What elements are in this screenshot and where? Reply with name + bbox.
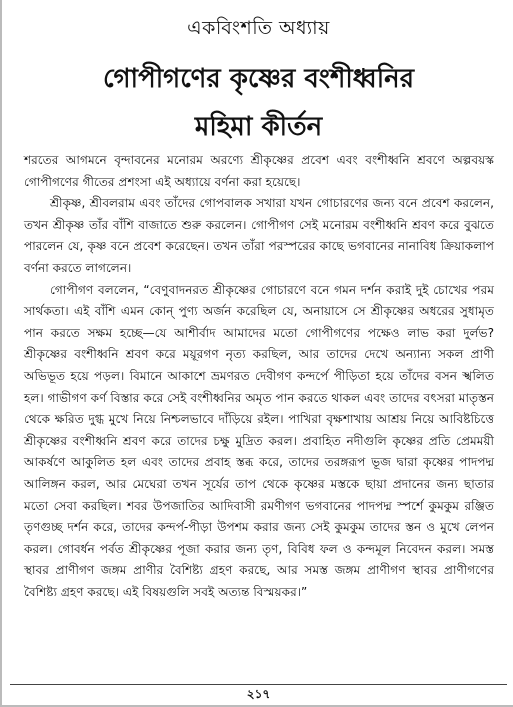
chapter-title-line-2: মহিমা কীর্তন bbox=[194, 112, 323, 142]
chapter-heading: একবিংশতি অধ্যায় bbox=[187, 17, 330, 39]
page-number: ২১৭ bbox=[246, 687, 271, 701]
footer-rule bbox=[10, 684, 507, 685]
chapter-title-line-1: গোপীগণের কৃষ্ণের বংশীধ্বনির bbox=[102, 64, 415, 94]
paragraph-1: শরতের আগমনে বৃন্দাবনের মনোরম অরণ্যে শ্রীকৃষ্ণের প্রবেশ এবং বংশীধ্বনি শ্রবণে অল্পবয়স্ক গোপীগণের গীতের প্রশংসা এই অধ্যায়ে বর্ণনা করা হয়েছে। bbox=[24, 153, 494, 189]
body-text bbox=[24, 150, 494, 603]
paragraph-3: গোপীগণ বললেন, “বেণুবাদনরত শ্রীকৃষ্ণের গোচারণে বনে গমন দর্শন করাই দুই চোখের পরম সার্থকতা। এই বাঁশি এমন কোন্ পুণ্য অর্জন করেছিল যে, অনায়াসে সে শ্রীকৃষ্ণের অধরের সুধামৃত পান করতে সক্ষম হচ্ছে—যে আশীর্বাদ আমাদের মতো গোপীগণের পক্ষেও লাভ করা দুর্লভ? শ্রীকৃষ্ণের বংশীধ্বনি শ্রবণ করে ময়ূরগণ নৃত্য করছিল, আর তাদের দেখে অন্যান্য সকল প্রাণী অভিভূত হয়ে পড়ল। বিমানে আকাশে ভ্রমণরত দেবীগণ কন্দর্পে পীড়িতা হয়ে তাঁদের বসন স্খলিত হল। গাভীগণ কর্ণ বিস্তার করে সেই বংশীধ্বনির অমৃত পান করতে থাকল এবং তাদের বৎসরা মাতৃস্তন থেকে ক্ষরিত দুগ্ধ মুখে নিয়ে নিশ্চলভাবে দাঁড়িয়ে রইল। পাখিরা বৃক্ষশাখায় আশ্রয় নিয়ে আবিষ্টচিত্তে শ্রীকৃষ্ণের বংশীধ্বনি শ্রবণ করে তাদের চক্ষু মুদ্রিত করল। প্রবাহিত নদীগুলি কৃষ্ণের প্রতি প্রেমময়ী আকর্ষণে আকুলিত হল এবং তাদের প্রবাহ স্তব্ধ করে, তাদের তরঙ্গরূপ ভূজ দ্বারা কৃষ্ণের পাদপদ্ম আলিঙ্গন করল, আর মেঘেরা তখন সূর্যের তাপ থেকে কৃষ্ণের মস্তকে ছায়া প্রদানের জন্য ছাতার মতো সেবা করছিল। শবর উপজাতির আদিবাসী রমণীগণ ভগবানের পাদপদ্ম স্পর্শে কুমকুম রঞ্জিত তৃণগুচ্ছ দর্শন করে, তাদের কন্দর্প-পীড়া উপশম করার জন্য সেই কুমকুম তাদের স্তন ও মুখে লেপন করল। গোবর্ধন পর্বত শ্রীকৃষ্ণের পূজা করার জন্য তৃণ, বিবিধ ফল ও কন্দমূল নিবেদন করল। সমস্ত স্থাবর প্রাণীগণ জঙ্গম প্রাণীর বৈশিষ্ট্য গ্রহণ করছে, আর সমস্ত জঙ্গম প্রাণীগণ স্থাবর প্রাণীগণের বৈশিষ্ট্য গ্রহণ করছে। এই বিষয়গুলি সবই অত্যন্ত বিস্ময়কর।” bbox=[24, 282, 494, 599]
paragraph-2: শ্রীকৃষ্ণ, শ্রীবলরাম এবং তাঁদের গোপবালক সখারা যখন গোচারণের জন্য বনে প্রবেশ করলেন, তখন শ্রীকৃষ্ণ তাঁর বাঁশি বাজাতে শুরু করলেন। গোপীগণ সেই মনোরম বংশীধ্বনি শ্রবণ করে বুঝতে পারলেন যে, কৃষ্ণ বনে প্রবেশ করেছেন। তখন তাঁরা পরস্পরের কাছে ভগবানের নানাবিধ ক্রিয়াকলাপ বর্ণনা করতে লাগলেন। bbox=[24, 196, 494, 275]
